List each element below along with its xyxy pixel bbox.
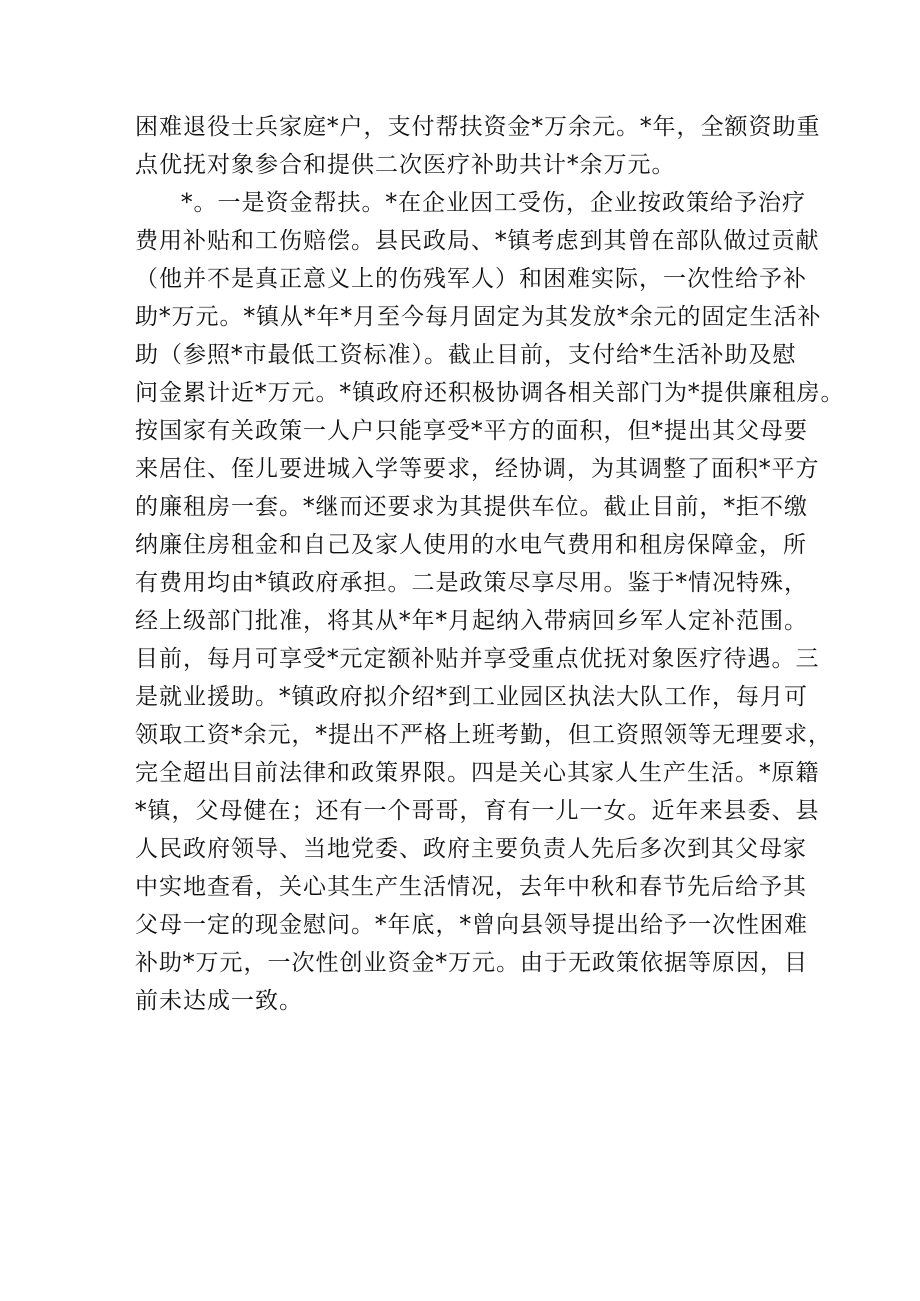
text-line: 费用补贴和工伤赔偿。县民政局、*镇考虑到其曾在部队做过贡献 (135, 228, 820, 254)
text-line: 助*万元。*镇从*年*月至今每月固定为其发放*余元的固定生活补 (135, 304, 822, 330)
text-line: 经上级部门批准，将其从*年*月起纳入带病回乡军人定补范围。 (135, 608, 808, 634)
text-line: 纳廉住房租金和自己及家人使用的水电气费用和租房保障金，所 (135, 532, 807, 558)
text-line: 有费用均由*镇政府承担。二是政策尽享尽用。鉴于*情况特殊， (135, 570, 808, 596)
text-line: 问金累计近*万元。*镇政府还积极协调各相关部门为*提供廉租房。 (135, 380, 845, 406)
text-line: 完全超出目前法律和政策界限。四是关心其家人生产生活。*原籍 (135, 760, 820, 786)
text-line: 按国家有关政策一人户只能享受*平方的面积，但*提出其父母要 (135, 418, 808, 444)
text-line: 是就业援助。*镇政府拟介绍*到工业园区执法大队工作，每月可 (135, 684, 808, 710)
text-line: 困难退役士兵家庭*户，支付帮扶资金*万余元。*年，全额资助重 (135, 114, 821, 140)
text-line: 目前，每月可享受*元定额补贴并享受重点优抚对象医疗待遇。三 (135, 646, 820, 672)
text-line: 助（参照*市最低工资标准）。截止目前，支付给*生活补助及慰 (135, 342, 797, 368)
paragraph-start-line: *。一是资金帮扶。*在企业因工受伤，企业按政策给予治疗 (181, 190, 806, 216)
text-line: 的廉租房一套。*继而还要求为其提供车位。截止目前，*拒不缴 (135, 494, 808, 520)
text-line: *镇，父母健在；还有一个哥哥，育有一儿一女。近年来县委、县 (135, 798, 820, 824)
text-line: 来居住、侄儿要进城入学等要求，经协调，为其调整了面积*平方 (135, 456, 820, 482)
text-line: 前未达成一致。 (135, 988, 303, 1014)
text-line: 补助*万元，一次性创业资金*万元。由于无政策依据等原因，目 (135, 950, 808, 976)
text-line: 领取工资*余元，*提出不严格上班考勤，但工资照领等无理要求， (135, 722, 832, 748)
body-text (135, 108, 845, 1020)
text-line: 父母一定的现金慰问。*年底，*曾向县领导提出给予一次性困难 (135, 912, 808, 938)
text-line: （他并不是真正意义上的伤残军人）和困难实际，一次性给予补 (135, 266, 807, 292)
text-line: 人民政府领导、当地党委、政府主要负责人先后多次到其父母家 (135, 836, 807, 862)
text-line: 点优抚对象参合和提供二次医疗补助共计*余万元。 (135, 152, 676, 178)
text-line: 中实地查看，关心其生产生活情况，去年中秋和春节先后给予其 (135, 874, 807, 900)
